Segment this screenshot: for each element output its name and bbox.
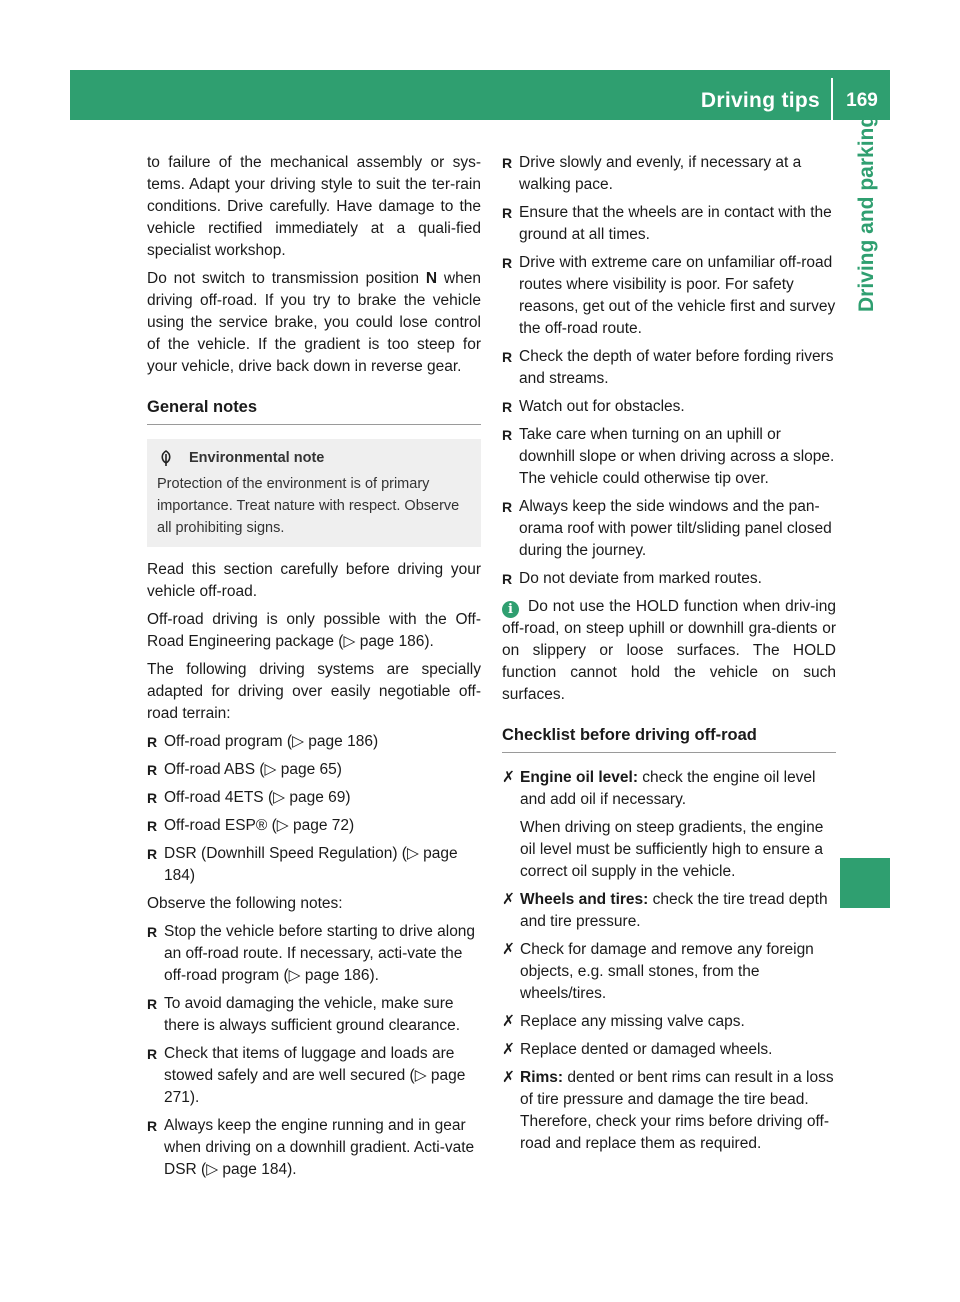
step-text: Check for damage and remove any foreign objects, e.g. small stones, from the wheels/tires.	[520, 941, 814, 1002]
header-divider	[831, 78, 833, 120]
step-text: check the engine oil level and add oil if necessary.	[520, 769, 816, 808]
checklist-heading: Checklist before driving off-road	[502, 724, 836, 753]
driving-rules-list	[502, 152, 836, 590]
bullet-icon: R	[147, 818, 158, 834]
general-notes-heading: General notes	[147, 396, 481, 425]
right-column	[502, 152, 836, 1161]
bullet-icon: R	[502, 155, 513, 171]
list-item	[502, 252, 836, 340]
step-text: Replace any missing valve caps.	[520, 1013, 745, 1030]
step-subtext: When driving on steep gradients, the engine oil level must be sufficiently high to ensure a correct oil supply in the vehicle.	[520, 819, 824, 880]
list-item-text: Off-road program (▷ page 186)	[164, 733, 379, 750]
checklist-step	[502, 939, 836, 1005]
list-item	[147, 843, 481, 887]
list-item-text: Take care when turning on an uphill or downhill slope or when driving across a slope. The vehicle could otherwise tip over.	[519, 426, 835, 487]
left-column	[147, 152, 481, 1187]
intro-paragraph: to failure of the mechanical assembly or sys-tems. Adapt your driving style to suit the ter-rain conditions. Drive carefully. Have damage to the vehicle rectified immediately at a quali-fied specialist workshop.	[147, 154, 481, 259]
list-item	[502, 152, 836, 196]
section-title: Driving tips	[700, 89, 820, 112]
step-arrow-icon: ✗	[502, 769, 515, 786]
list-item	[502, 202, 836, 246]
step-arrow-icon: ✗	[502, 891, 515, 908]
step-arrow-icon: ✗	[502, 1013, 515, 1030]
bullet-icon: R	[502, 427, 513, 443]
hold-info-text: Do not use the HOLD function when driv-ing off-road, on steep uphill or downhill gra-dients or on slippery or loose surfaces. The HOLD function cannot hold the vehicle on such surfaces.	[502, 598, 836, 703]
list-item	[502, 424, 836, 490]
bullet-icon: R	[147, 1046, 158, 1062]
bullet-icon: R	[502, 499, 513, 515]
transmission-text-rest: when driving off-road. If you try to brake the vehicle using the service brake, you could lose control of the vehicle. If the gradient is too steep for your vehicle, drive back down in reverse gear.	[147, 270, 481, 375]
list-item	[147, 787, 481, 809]
step-text: Replace dented or damaged wheels.	[520, 1041, 773, 1058]
list-item-text: Check the depth of water before fording rivers and streams.	[519, 348, 834, 387]
step-label: Wheels and tires:	[520, 891, 649, 908]
list-item	[147, 993, 481, 1037]
observe-notes-paragraph: Observe the following notes:	[147, 895, 343, 912]
list-item	[502, 346, 836, 390]
list-item	[147, 921, 481, 987]
step-text: check the tire tread depth and tire pressure.	[520, 891, 828, 930]
checklist-step	[502, 889, 836, 933]
environmental-note-title	[157, 447, 471, 469]
bullet-icon: R	[147, 734, 158, 750]
bullet-icon: R	[502, 349, 513, 365]
chapter-tab-label: Driving and parking	[855, 114, 878, 312]
bullet-icon: R	[147, 996, 158, 1012]
step-arrow-icon: ✗	[502, 941, 515, 958]
list-item	[502, 496, 836, 562]
list-item-text: Always keep the engine running and in gear when driving on a downhill gradient. Acti-vate DSR (▷ page 184).	[164, 1117, 475, 1178]
list-item-text: Off-road ESP® (▷ page 72)	[164, 817, 355, 834]
checklist-step	[502, 1039, 836, 1061]
list-item-text: Check that items of luggage and loads are stowed safely and are well secured (▷ page 271).	[164, 1045, 466, 1106]
list-item-text: To avoid damaging the vehicle, make sure there is always sufficient ground clearance.	[164, 995, 461, 1034]
bullet-icon: R	[502, 399, 513, 415]
list-item-text: Drive with extreme care on unfamiliar off-road routes where visibility is poor. For safety reasons, get out of the vehicle first and survey the off-road route.	[519, 254, 836, 337]
list-item	[502, 568, 836, 590]
list-item-text: Drive slowly and evenly, if necessary at a walking pace.	[519, 154, 802, 193]
list-item	[147, 759, 481, 781]
list-item-text: DSR (Downhill Speed Regulation) (▷ page 184)	[164, 845, 458, 884]
header-bar	[70, 70, 890, 120]
bullet-icon: R	[502, 255, 513, 271]
step-text: dented or bent rims can result in a loss of tire pressure and damage the tire bead. Therefore, check your rims before driving off-road and replace them as required.	[520, 1069, 834, 1152]
list-item-text: Always keep the side windows and the pan-orama roof with power tilt/sliding panel closed during the journey.	[519, 498, 832, 559]
list-item-text: Watch out for obstacles.	[519, 398, 685, 415]
bullet-icon: R	[147, 790, 158, 806]
bullet-icon: R	[147, 846, 158, 862]
list-item-text: Do not deviate from marked routes.	[519, 570, 762, 587]
transmission-position: N	[425, 270, 438, 287]
list-item-text: Off-road ABS (▷ page 65)	[164, 761, 342, 778]
offroad-package-paragraph: Off-road driving is only possible with the Off-Road Engineering package (▷ page 186).	[147, 611, 481, 650]
list-item-text: Ensure that the wheels are in contact with the ground at all times.	[519, 204, 832, 243]
page-number: 169	[846, 90, 878, 111]
environmental-note-text: Protection of the environment is of primary importance. Treat nature with respect. Observe all prohibiting signs.	[157, 476, 460, 536]
checklist-step	[502, 1067, 836, 1155]
leaf-icon	[157, 449, 175, 467]
step-arrow-icon: ✗	[502, 1041, 515, 1058]
checklist-step	[502, 767, 836, 883]
read-section-paragraph: Read this section carefully before driving your vehicle off-road.	[147, 561, 481, 600]
checklist-steps	[502, 767, 836, 1155]
info-icon: i	[502, 601, 519, 618]
transmission-text: Do not switch to transmission position	[147, 270, 426, 287]
environmental-note-box	[147, 439, 481, 547]
environmental-note-title-text: Environmental note	[189, 450, 325, 466]
step-label: Rims:	[520, 1069, 564, 1086]
step-arrow-icon: ✗	[502, 1069, 515, 1086]
list-item	[147, 1043, 481, 1109]
list-item-text: Stop the vehicle before starting to drive along an off-road route. If necessary, acti-vate the off-road program (▷ page 186).	[164, 923, 476, 984]
list-item	[147, 1115, 481, 1181]
list-item	[502, 396, 836, 418]
bullet-icon: R	[147, 924, 158, 940]
hold-info-note	[502, 596, 836, 706]
chapter-marker-block	[840, 858, 890, 908]
bullet-icon: R	[502, 205, 513, 221]
bullet-icon: R	[502, 571, 513, 587]
step-label: Engine oil level:	[520, 769, 638, 786]
checklist-step	[502, 1011, 836, 1033]
list-item	[147, 815, 481, 837]
bullet-icon: R	[147, 1118, 158, 1134]
list-item	[147, 731, 481, 753]
transmission-paragraph	[147, 268, 481, 378]
driving-systems-list	[147, 731, 481, 887]
list-item-text: Off-road 4ETS (▷ page 69)	[164, 789, 351, 806]
driving-systems-intro: The following driving systems are specially adapted for driving over easily negotiable off-road terrain:	[147, 661, 481, 722]
notes-list	[147, 921, 481, 1181]
bullet-icon: R	[147, 762, 158, 778]
